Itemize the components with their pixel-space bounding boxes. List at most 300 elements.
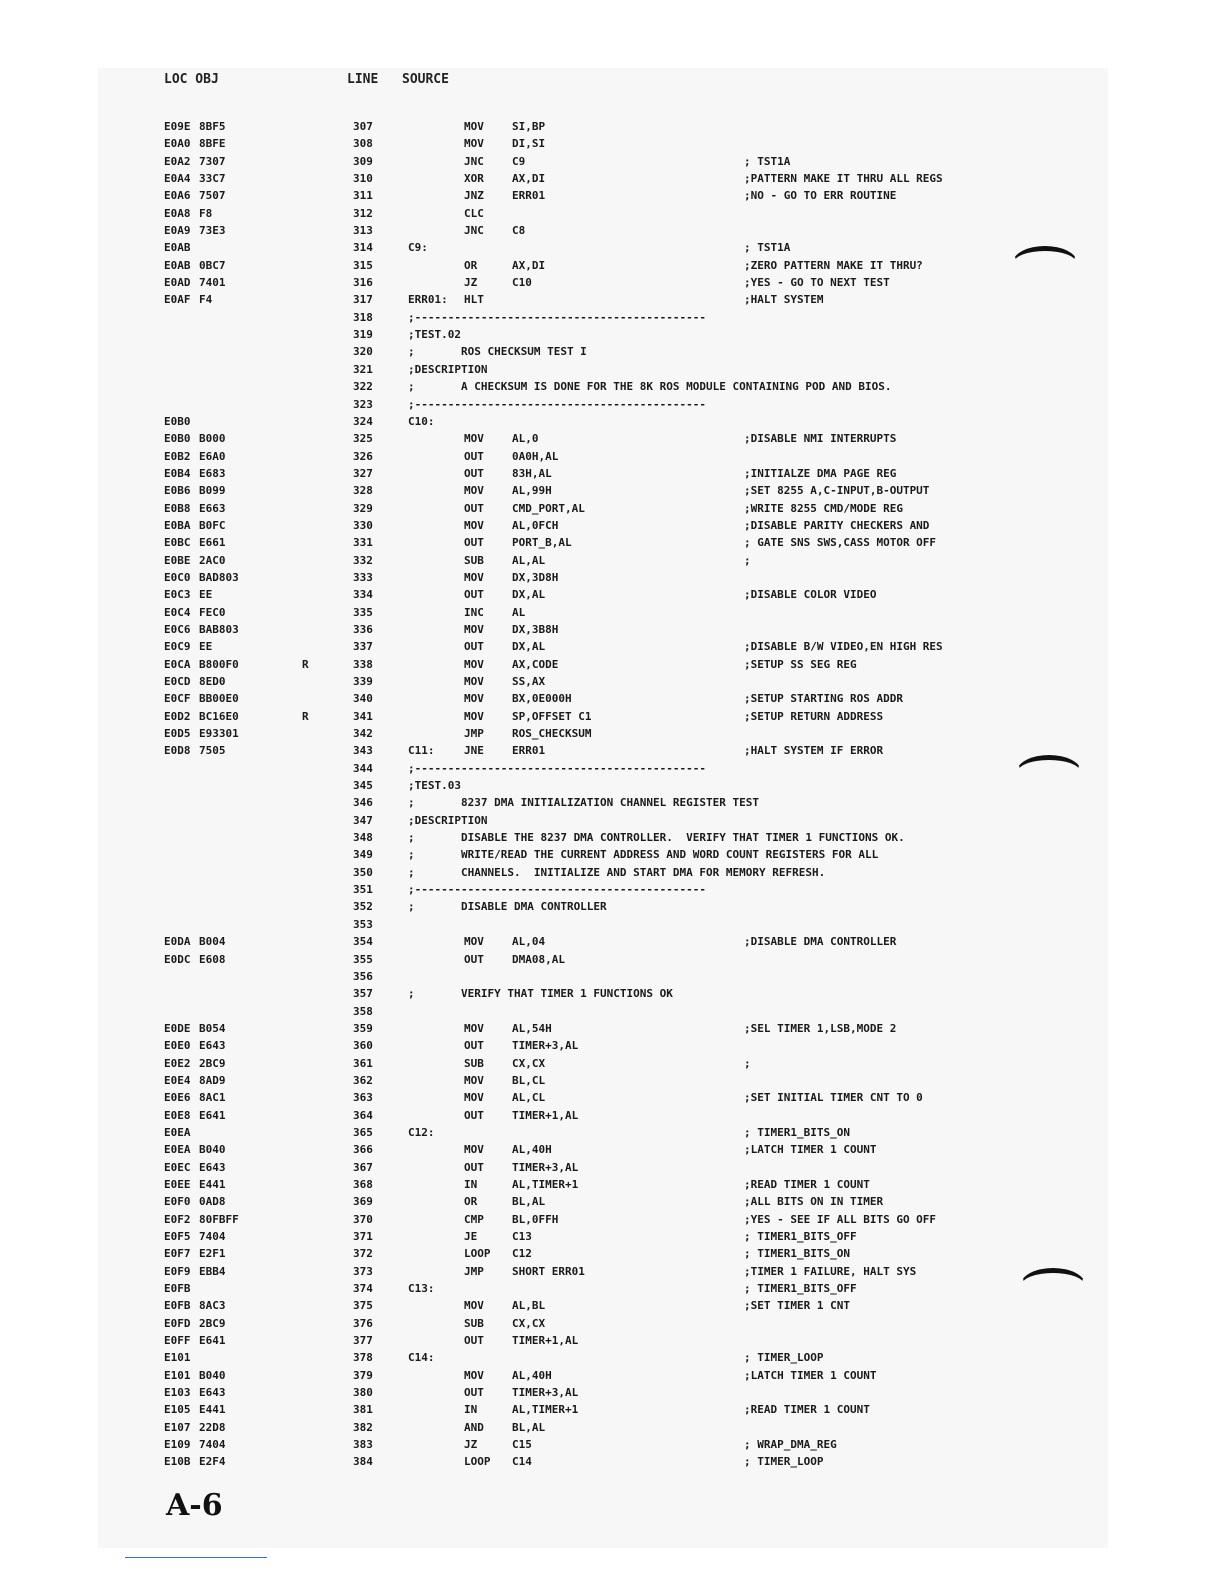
operand: AL,TIMER+1 (512, 1403, 579, 1417)
comment: ;SEL TIMER 1,LSB,MODE 2 (744, 1021, 897, 1035)
object-code: E441 (199, 1177, 226, 1191)
operand: CX,CX (512, 1316, 546, 1330)
operand: AL,TIMER+1 (512, 1177, 579, 1191)
opcode: CMP (464, 1212, 484, 1226)
opcode: MOV (464, 120, 484, 133)
operand: ERR01 (512, 189, 546, 203)
operand: AL,04 (512, 935, 546, 949)
line-number: 370 (353, 1212, 373, 1226)
operand: CX,CX (512, 1056, 546, 1070)
comment: ;ZERO PATTERN MAKE IT THRU? (744, 258, 923, 272)
opcode: OUT (464, 536, 484, 550)
listing-row (0, 413, 1224, 430)
object-code: 2BC9 (199, 1316, 226, 1330)
location: E0E4 (164, 1073, 191, 1087)
line-number: 314 (353, 241, 373, 255)
operand: SI,BP (512, 120, 546, 133)
location: E0B6 (164, 484, 191, 498)
object-code: 7404 (199, 1438, 226, 1452)
line-number: 364 (353, 1108, 373, 1122)
line-number: 368 (353, 1177, 373, 1191)
listing-row (0, 326, 1224, 343)
line-number: 312 (353, 206, 373, 220)
listing-row (0, 569, 1224, 586)
operand: SP,OFFSET C1 (512, 709, 592, 723)
opcode: MOV (464, 622, 484, 636)
listing-row (0, 951, 1224, 968)
line-number: 338 (353, 657, 373, 671)
listing-row (0, 170, 1224, 187)
object-code: E6A0 (199, 449, 226, 463)
object-code: E683 (199, 466, 226, 480)
source-text: ; 8237 DMA INITIALIZATION CHANNEL REGISTER TEST (408, 796, 759, 810)
comment: ;LATCH TIMER 1 COUNT (744, 1368, 877, 1382)
page-number: A-6 (166, 1488, 223, 1523)
location: E0E2 (164, 1056, 191, 1070)
listing-row (0, 205, 1224, 222)
listing-row (0, 621, 1224, 638)
location: E0BA (164, 518, 191, 532)
line-number: 381 (353, 1403, 373, 1417)
location: E0C9 (164, 640, 191, 654)
object-code: 7507 (199, 189, 226, 203)
line-number: 341 (353, 709, 373, 723)
location: E101 (164, 1368, 191, 1382)
operand: TIMER+1,AL (512, 1334, 579, 1348)
line-number: 309 (353, 154, 373, 168)
listing-row (0, 656, 1224, 673)
operand: DX,3D8H (512, 570, 559, 584)
location: E0AD (164, 276, 191, 290)
location: E0D8 (164, 744, 191, 758)
location: E0B0 (164, 432, 191, 446)
line-number: 343 (353, 744, 373, 758)
header-line: LINE (347, 72, 379, 87)
object-code: 22D8 (199, 1420, 226, 1434)
label: C13: (408, 1282, 435, 1296)
opcode: MOV (464, 1368, 484, 1382)
location: E0FB (164, 1299, 191, 1313)
listing-row (0, 812, 1224, 829)
location: E0DC (164, 952, 191, 966)
object-code: 0AD8 (199, 1195, 226, 1209)
line-number: 352 (353, 900, 373, 914)
line-number: 384 (353, 1455, 373, 1469)
opcode: MOV (464, 1091, 484, 1105)
opcode: MOV (464, 1143, 484, 1157)
object-code: BAD803 (199, 570, 239, 584)
listing-row (0, 343, 1224, 360)
listing-row (0, 846, 1224, 863)
location: E0BC (164, 536, 191, 550)
line-number: 344 (353, 761, 373, 775)
bottom-rule (125, 1557, 267, 1558)
line-number: 327 (353, 466, 373, 480)
listing-row (0, 690, 1224, 707)
location: E0A8 (164, 206, 191, 220)
listing-row (0, 1436, 1224, 1453)
location: E0A6 (164, 189, 191, 203)
listing-row (0, 604, 1224, 621)
comment: ; GATE SNS SWS,CASS MOTOR OFF (744, 536, 937, 550)
listing-row (0, 725, 1224, 742)
line-number: 363 (353, 1091, 373, 1105)
object-code: E608 (199, 952, 226, 966)
object-code: B099 (199, 484, 226, 498)
operand: BX,0E000H (512, 692, 572, 706)
opcode: MOV (464, 484, 484, 498)
source-text: ; A CHECKSUM IS DONE FOR THE 8K ROS MODULE CONTAINING POD AND BIOS. (408, 380, 892, 394)
opcode: SUB (464, 553, 484, 567)
source-text: ; VERIFY THAT TIMER 1 FUNCTIONS OK (408, 987, 673, 1001)
operand: 0A0H,AL (512, 449, 559, 463)
operand: DMA08,AL (512, 952, 565, 966)
operand: AL (512, 605, 526, 619)
line-number: 372 (353, 1247, 373, 1261)
location: E0C4 (164, 605, 191, 619)
listing-row (0, 673, 1224, 690)
listing-row (0, 1315, 1224, 1332)
opcode: IN (464, 1177, 478, 1191)
location: E0E8 (164, 1108, 191, 1122)
opcode: JNC (464, 154, 484, 168)
operand: AL,BL (512, 1299, 546, 1313)
operand: AL,54H (512, 1021, 552, 1035)
object-code: EE (199, 588, 213, 602)
opcode: JE (464, 1230, 478, 1243)
line-number: 316 (353, 276, 373, 290)
location: E0FF (164, 1334, 191, 1348)
listing-row (0, 1089, 1224, 1106)
line-number: 319 (353, 328, 373, 342)
operand: BL,CL (512, 1073, 546, 1087)
line-number: 313 (353, 224, 373, 238)
line-number: 359 (353, 1021, 373, 1035)
line-number: 351 (353, 883, 373, 897)
line-number: 367 (353, 1160, 373, 1174)
location: E0C0 (164, 570, 191, 584)
object-code: 7505 (199, 744, 226, 758)
line-number: 366 (353, 1143, 373, 1157)
line-number: 328 (353, 484, 373, 498)
object-code: E641 (199, 1108, 226, 1122)
location: E0A9 (164, 224, 191, 238)
object-code: E663 (199, 501, 226, 515)
listing-row (0, 586, 1224, 603)
listing-row (0, 1349, 1224, 1366)
opcode: HLT (464, 293, 484, 307)
location: E0F0 (164, 1195, 191, 1209)
listing-row (0, 1453, 1224, 1470)
operand: SHORT ERR01 (512, 1264, 585, 1278)
label: C10: (408, 414, 435, 428)
comment: ; TIMER1_BITS_OFF (744, 1230, 857, 1243)
line-number: 317 (353, 293, 373, 307)
listing-row (0, 448, 1224, 465)
comment: ; WRAP_DMA_REG (744, 1438, 837, 1452)
opcode: JNZ (464, 189, 484, 203)
object-code: B004 (199, 935, 226, 949)
opcode: MOV (464, 1073, 484, 1087)
location: E0D2 (164, 709, 191, 723)
location: E0CD (164, 675, 191, 688)
line-number: 315 (353, 258, 373, 272)
line-number: 345 (353, 779, 373, 793)
object-code: 8ED0 (199, 675, 226, 688)
opcode: OUT (464, 1334, 484, 1348)
location: E0B0 (164, 414, 191, 428)
object-code: E661 (199, 536, 226, 550)
location: E0D5 (164, 727, 191, 741)
listing-row (0, 361, 1224, 378)
location: E0EE (164, 1177, 191, 1191)
line-number: 332 (353, 553, 373, 567)
binder-hole-mark (1013, 246, 1077, 279)
operand: AL,0 (512, 432, 539, 446)
operand: PORT_B,AL (512, 536, 572, 550)
listing-row (0, 1055, 1224, 1072)
location: E107 (164, 1420, 191, 1434)
object-code: E643 (199, 1160, 226, 1174)
operand: AL,40H (512, 1368, 552, 1382)
opcode: OUT (464, 1039, 484, 1053)
listing-row (0, 708, 1224, 725)
object-code: 8BFE (199, 137, 226, 151)
operand: TIMER+3,AL (512, 1386, 579, 1400)
operand: AL,40H (512, 1143, 552, 1157)
opcode: SUB (464, 1316, 484, 1330)
source-text: ;DESCRIPTION (408, 362, 488, 376)
comment: ;DISABLE NMI INTERRUPTS (744, 432, 897, 446)
line-number: 334 (353, 588, 373, 602)
opcode: CLC (464, 206, 484, 220)
operand: AX,DI (512, 258, 546, 272)
listing-row (0, 985, 1224, 1002)
object-code: BB00E0 (199, 692, 239, 706)
comment: ;YES - SEE IF ALL BITS GO OFF (744, 1212, 937, 1226)
comment: ;SETUP RETURN ADDRESS (744, 709, 884, 723)
listing-row (0, 1419, 1224, 1436)
source-text: ;-------------------------------------------- (408, 761, 707, 775)
operand: C13 (512, 1230, 532, 1243)
location: E0E6 (164, 1091, 191, 1105)
source-text: ; DISABLE DMA CONTROLLER (408, 900, 607, 914)
source-text: ; ROS CHECKSUM TEST I (408, 345, 587, 359)
listing-row (0, 881, 1224, 898)
object-code: 7401 (199, 276, 226, 290)
line-number: 329 (353, 501, 373, 515)
location: E09E (164, 120, 191, 133)
relocation-flag: R (302, 709, 309, 723)
line-number: 342 (353, 727, 373, 741)
location: E0B8 (164, 501, 191, 515)
operand: TIMER+3,AL (512, 1160, 579, 1174)
comment: ;DISABLE DMA CONTROLLER (744, 935, 897, 949)
object-code: 2BC9 (199, 1056, 226, 1070)
listing-row (0, 968, 1224, 985)
line-number: 320 (353, 345, 373, 359)
operand: AL,CL (512, 1091, 546, 1105)
opcode: JNC (464, 224, 484, 238)
operand: C12 (512, 1247, 532, 1261)
object-code: F4 (199, 293, 213, 307)
location: E0F2 (164, 1212, 191, 1226)
comment: ;INITIALZE DMA PAGE REG (744, 466, 897, 480)
comment: ; (744, 553, 751, 567)
operand: AL,99H (512, 484, 552, 498)
comment: ; TIMER_LOOP (744, 1455, 824, 1469)
opcode: OUT (464, 1386, 484, 1400)
object-code: E643 (199, 1386, 226, 1400)
object-code: 8AC3 (199, 1299, 226, 1313)
opcode: OUT (464, 640, 484, 654)
operand: AL,AL (512, 553, 546, 567)
opcode: OUT (464, 952, 484, 966)
object-code: E643 (199, 1039, 226, 1053)
location: E0F5 (164, 1230, 191, 1243)
line-number: 383 (353, 1438, 373, 1452)
comment: ; TIMER1_BITS_OFF (744, 1282, 857, 1296)
listing-row (0, 309, 1224, 326)
object-code: B800F0 (199, 657, 239, 671)
operand: DI,SI (512, 137, 546, 151)
line-number: 333 (353, 570, 373, 584)
opcode: MOV (464, 518, 484, 532)
comment: ;DISABLE COLOR VIDEO (744, 588, 877, 602)
header-loc-obj: LOC OBJ (164, 72, 219, 87)
listing-row (0, 222, 1224, 239)
opcode: OUT (464, 588, 484, 602)
listing-row (0, 187, 1224, 204)
opcode: MOV (464, 935, 484, 949)
comment: ;SET INITIAL TIMER CNT TO 0 (744, 1091, 923, 1105)
listing-row (0, 118, 1224, 135)
line-number: 355 (353, 952, 373, 966)
operand: AX,DI (512, 172, 546, 186)
listing-row (0, 829, 1224, 846)
location: E0F7 (164, 1247, 191, 1261)
relocation-flag: R (302, 657, 309, 671)
listing-row (0, 552, 1224, 569)
listing-body (0, 118, 1224, 1471)
line-number: 354 (353, 935, 373, 949)
listing-row (0, 1384, 1224, 1401)
operand: C8 (512, 224, 526, 238)
operand: DX,AL (512, 588, 546, 602)
location: E0AB (164, 241, 191, 255)
operand: BL,AL (512, 1195, 546, 1209)
source-text: ;TEST.03 (408, 779, 461, 793)
location: E0CF (164, 692, 191, 706)
line-number: 335 (353, 605, 373, 619)
object-code: B040 (199, 1368, 226, 1382)
opcode: MOV (464, 432, 484, 446)
opcode: JMP (464, 727, 484, 741)
object-code: 8AC1 (199, 1091, 226, 1105)
opcode: SUB (464, 1056, 484, 1070)
line-number: 326 (353, 449, 373, 463)
object-code: 80FBFF (199, 1212, 239, 1226)
source-text: ; WRITE/READ THE CURRENT ADDRESS AND WORD COUNT REGISTERS FOR ALL (408, 848, 879, 862)
comment: ;READ TIMER 1 COUNT (744, 1403, 870, 1417)
location: E0FB (164, 1282, 191, 1296)
opcode: IN (464, 1403, 478, 1417)
operand: TIMER+1,AL (512, 1108, 579, 1122)
opcode: LOOP (464, 1455, 491, 1469)
location: E0F9 (164, 1264, 191, 1278)
operand: AX,CODE (512, 657, 559, 671)
comment: ;ALL BITS ON IN TIMER (744, 1195, 884, 1209)
line-number: 358 (353, 1004, 373, 1018)
location: E0C6 (164, 622, 191, 636)
comment: ; TIMER_LOOP (744, 1351, 824, 1365)
line-number: 371 (353, 1230, 373, 1243)
listing-row (0, 1401, 1224, 1418)
label: C9: (408, 241, 428, 255)
object-code: E93301 (199, 727, 239, 741)
location: E0B2 (164, 449, 191, 463)
comment: ;SET 8255 A,C-INPUT,B-OUTPUT (744, 484, 930, 498)
comment: ; TST1A (744, 241, 791, 255)
comment: ;PATTERN MAKE IT THRU ALL REGS (744, 172, 943, 186)
location: E0FD (164, 1316, 191, 1330)
comment: ;YES - GO TO NEXT TEST (744, 276, 890, 290)
listing-row (0, 1072, 1224, 1089)
object-code: E2F1 (199, 1247, 226, 1261)
line-number: 330 (353, 518, 373, 532)
location: E0AB (164, 258, 191, 272)
location: E0A4 (164, 172, 191, 186)
listing-row (0, 933, 1224, 950)
line-number: 357 (353, 987, 373, 1001)
object-code: BAB803 (199, 622, 239, 636)
label: C12: (408, 1125, 435, 1139)
line-number: 362 (353, 1073, 373, 1087)
listing-row (0, 916, 1224, 933)
location: E0EA (164, 1143, 191, 1157)
line-number: 369 (353, 1195, 373, 1209)
listing-row (0, 153, 1224, 170)
source-text: ;TEST.02 (408, 328, 461, 342)
line-number: 378 (353, 1351, 373, 1365)
line-number: 380 (353, 1386, 373, 1400)
opcode: AND (464, 1420, 484, 1434)
object-code: B054 (199, 1021, 226, 1035)
opcode: MOV (464, 657, 484, 671)
object-code: E641 (199, 1334, 226, 1348)
object-code: B0FC (199, 518, 226, 532)
line-number: 321 (353, 362, 373, 376)
line-number: 349 (353, 848, 373, 862)
line-number: 337 (353, 640, 373, 654)
object-code: 7404 (199, 1230, 226, 1243)
opcode: OUT (464, 466, 484, 480)
line-number: 376 (353, 1316, 373, 1330)
comment: ; TST1A (744, 154, 791, 168)
object-code: 8AD9 (199, 1073, 226, 1087)
comment: ;HALT SYSTEM (744, 293, 824, 307)
opcode: MOV (464, 1299, 484, 1313)
opcode: INC (464, 605, 484, 619)
location: E0B4 (164, 466, 191, 480)
line-number: 324 (353, 414, 373, 428)
line-number: 307 (353, 120, 373, 133)
operand: DX,3B8H (512, 622, 559, 636)
opcode: OR (464, 258, 478, 272)
listing-row (0, 135, 1224, 152)
location: E0CA (164, 657, 191, 671)
line-number: 377 (353, 1334, 373, 1348)
